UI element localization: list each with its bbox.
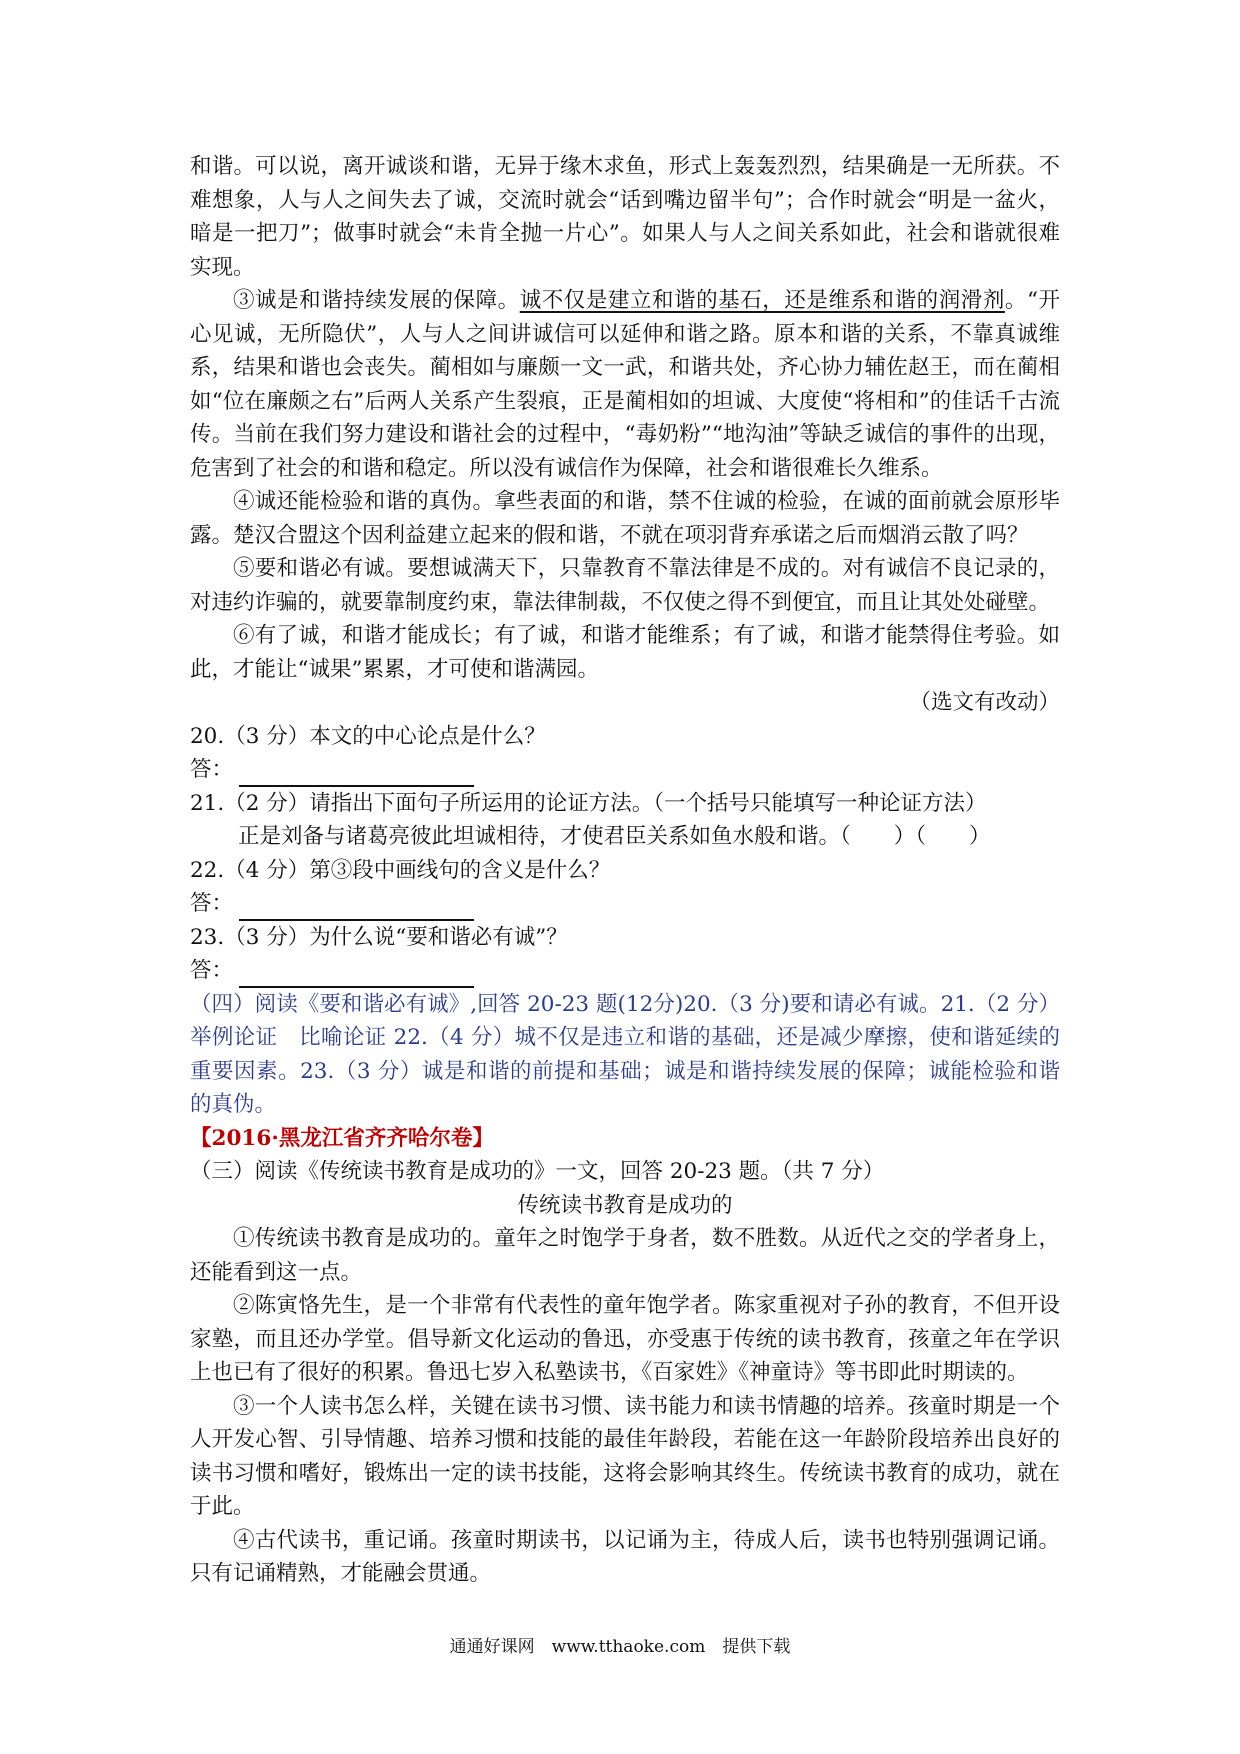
article-paragraph-4: ④古代读书，重记诵。孩童时期读书，以记诵为主，待成人后，读书也特别强调记诵。只有记诵精熟，才能融会贯通。 [190,1527,1060,1586]
paragraph-5: ⑤要和谐必有诚。要想诚满天下，只靠教育不靠法律是不成的。对有诚信不良记录的，对违约诈骗的，就要靠制度约束，靠法律制裁，不仅使之得不到便宜，而且让其处处碰壁。 [190,556,1060,615]
question-21-sentence: 正是刘备与诸葛亮彼此坦诚相待，才使君臣关系如鱼水般和谐。（ ）（ ） [238,824,991,849]
question-23: 23.（3 分）为什么说“要和谐必有诚”？ [190,924,568,950]
answer-label: 答： [190,757,234,782]
paragraph-3 [190,284,1060,485]
article-paragraph-2: ②陈寅恪先生，是一个非常有代表性的童年饱学者。陈家重视对子孙的教育，不但开设家塾，而且还办学堂。倡导新文化运动的鲁迅，亦受惠于传统的读书教育，孩童之年在学识上也已有了很好的积累。鲁迅七岁入私塾读书，《百家姓》《神童诗》等书即此时期读的。 [190,1293,1060,1385]
answer-blank[interactable] [239,897,474,921]
answer-line-22 [190,887,1060,921]
question-22: 22.（4 分）第③段中画线句的含义是什么？ [190,857,611,883]
source-note: （选文有改动） [909,690,1060,715]
answer-label: 答： [190,891,234,916]
paragraph-continued: 和谐。可以说，离开诚谈和谐，无异于缘木求鱼，形式上轰轰烈烈，结果确是一无所获。不难想象，人与人之间失去了诚，交流时就会“话到嘴边留半句”；合作时就会“明是一盆火，暗是一把刀”；做事时就会“未肯全抛一片心”。如果人与人之间关系如此，社会和谐就很难实现。 [190,154,1060,280]
answer-line-23 [190,954,1060,988]
article-title: 传统读书教育是成功的 [517,1192,733,1218]
answer-key: （四）阅读《要和谐必有诚》,回答 20-23 题(12分)20.（3 分)要和请必有诚。21.（2 分）举例论证 比喻论证 22.（4 分）城不仅是违立和谐的基础，还是减少摩擦，使和谐延续的重要因素。23.（3 分）诚是和谐的前提和基础；诚是和谐持续发展的保障；诚能检验和谐的真伪。 [190,991,1060,1117]
answer-label: 答： [190,958,234,983]
paragraph-3-start: ③诚是和谐持续发展的保障。 [233,288,520,313]
question-21: 21.（2 分）请指出下面句子所运用的论证方法。（一个括号只能填写一种论证方法） [190,790,987,816]
section-heading: 【2016·黑龙江省齐齐哈尔卷】 [190,1125,494,1151]
question-20: 20.（3 分）本文的中心论点是什么？ [190,723,546,749]
article-paragraph-1: ①传统读书教育是成功的。童年之时饱学于身者，数不胜数。从近代之交的学者身上，还能看到这一点。 [190,1226,1060,1285]
answer-line-20 [190,753,1060,787]
answer-blank[interactable] [239,964,474,988]
page-footer: 通通好课网 www.tthaoke.com 提供下载 [449,1637,791,1657]
answer-blank[interactable] [239,763,474,787]
underlined-sentence: 诚不仅是建立和谐的基石，还是维系和谐的润滑剂 [519,288,1005,313]
paragraph-3-rest: 。“开心见诚，无所隐伏”，人与人之间讲诚信可以延伸和谐之路。原本和谐的关系，不靠真诚维系，结果和谐也会丧失。蔺相如与廉颇一文一武，和谐共处，齐心协力辅佐赵王，而在蔺相如“位在廉颇之右”后两人关系产生裂痕，正是蔺相如的坦诚、大度使“将相和”的佳话千古流传。当前在我们努力建设和谐社会的过程中，“毒奶粉”“地沟油”等缺乏诚信的事件的出现，危害到了社会的和谐和稳定。所以没有诚信作为保障，社会和谐很难长久维系。 [190,288,1060,481]
article-paragraph-3: ③一个人读书怎么样，关键在读书习惯、读书能力和读书情趣的培养。孩童时期是一个人开发心智、引导情趣、培养习惯和技能的最佳年龄段，若能在这一年龄阶段培养出良好的读书习惯和嗜好，锻炼出一定的读书技能，这将会影响其终生。传统读书教育的成功，就在于此。 [190,1393,1060,1519]
paragraph-6: ⑥有了诚，和谐才能成长；有了诚，和谐才能维系；有了诚，和谐才能禁得住考验。如此，才能让“诚果”累累，才可使和谐满园。 [190,623,1060,682]
paragraph-4: ④诚还能检验和谐的真伪。拿些表面的和谐，禁不住诚的检验，在诚的面前就会原形毕露。楚汉合盟这个因利益建立起来的假和谐，不就在项羽背弃承诺之后而烟消云散了吗？ [190,489,1060,548]
section-intro: （三）阅读《传统读书教育是成功的》一文，回答 20-23 题。（共 7 分） [190,1159,885,1184]
document-page [190,150,1060,1591]
